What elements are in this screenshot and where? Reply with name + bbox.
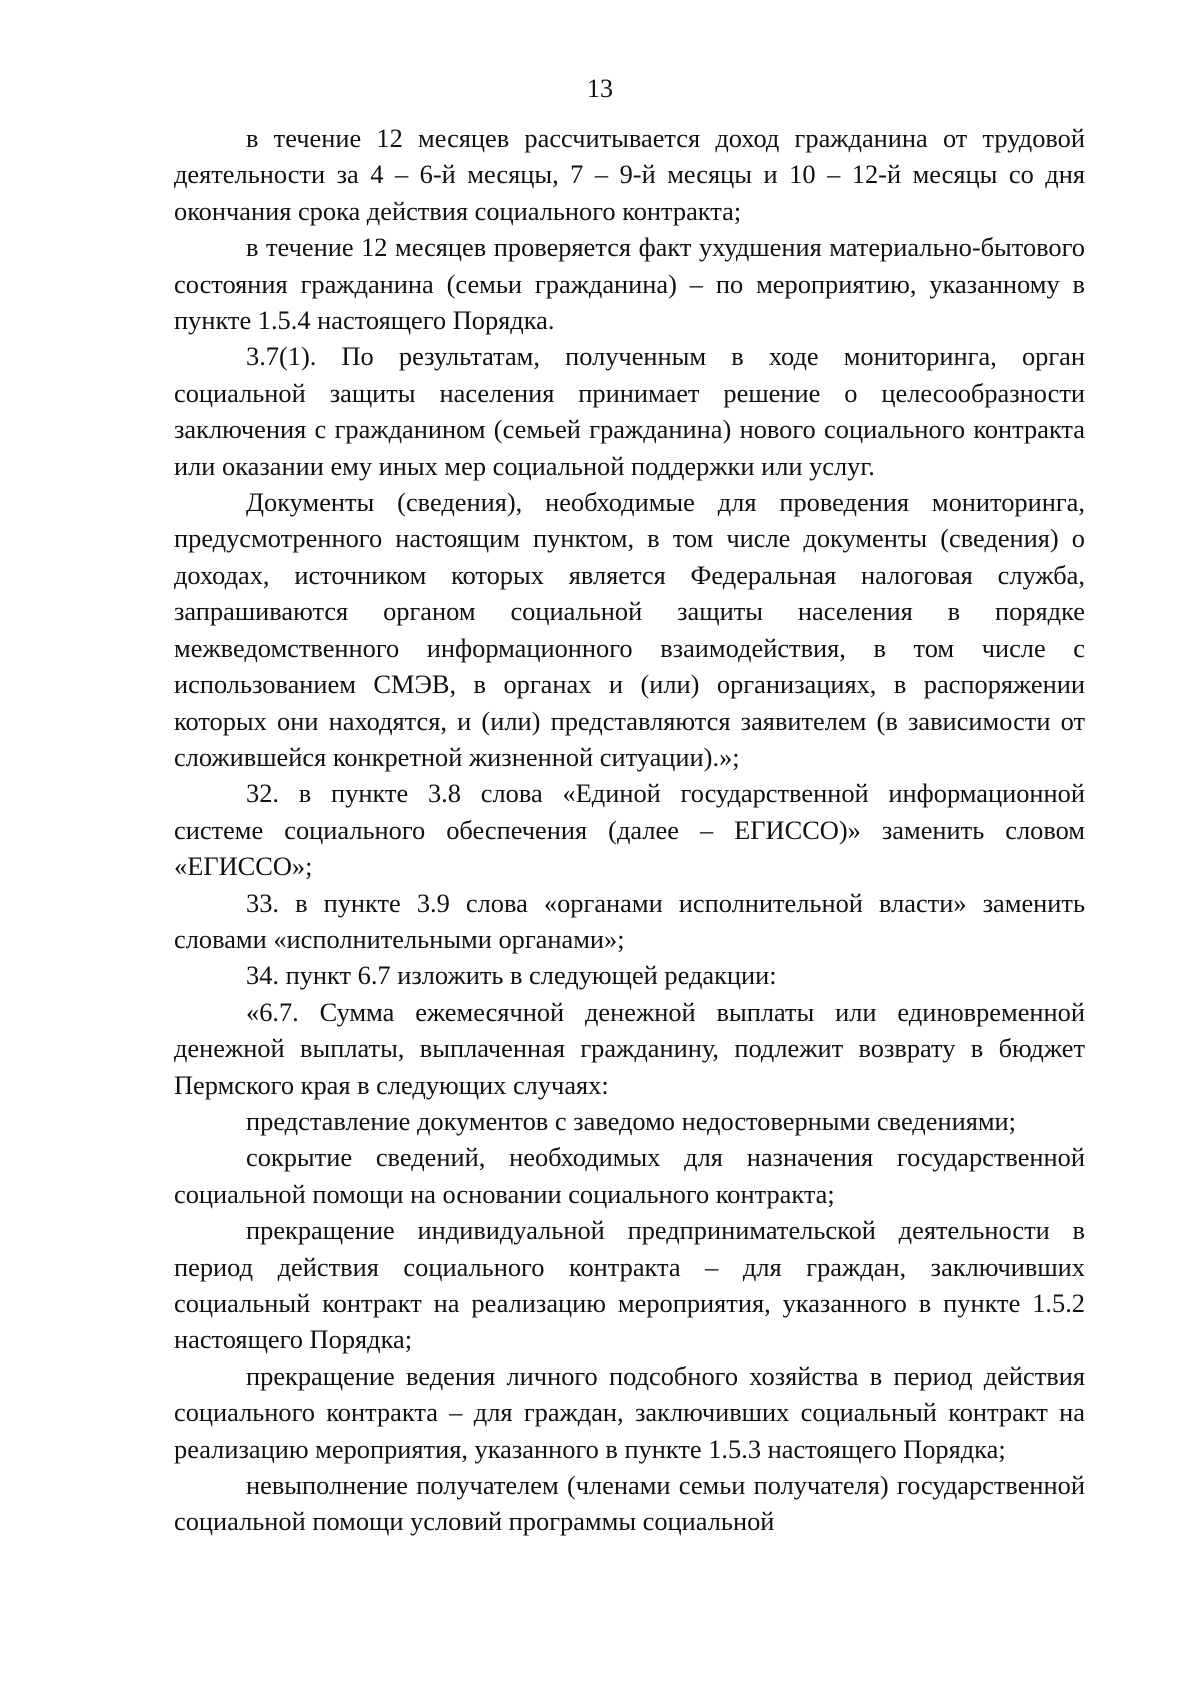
paragraph: «6.7. Сумма ежемесячной денежной выплаты или единовременной денежной выплаты, выплаченная гражданину, подлежит возврату в бюджет Пермского края в следующих случаях: <box>174 996 1085 1100</box>
paragraph: 33. в пункте 3.9 слова «органами исполнительной власти» заменить словами «исполнительными органами»; <box>174 887 1085 954</box>
paragraph: невыполнение получателем (членами семьи получателя) государственной социальной помощи условий программы социальной <box>174 1470 1085 1537</box>
page-number: 13 <box>587 74 613 103</box>
paragraph: сокрытие сведений, необходимых для назначения государственной социальной помощи на основании социального контракта; <box>174 1142 1085 1209</box>
paragraph: 34. пункт 6.7 изложить в следующей редакции: <box>246 960 777 991</box>
paragraph: в течение 12 месяцев проверяется факт ухудшения материально-бытового состояния гражданина (семьи гражданина) – по мероприятию, указанному в пункте 1.5.4 настоящего Порядка. <box>174 232 1085 336</box>
paragraph: Документы (сведения), необходимые для проведения мониторинга, предусмотренного настоящим пунктом, в том числе документы (сведения) о доходах, источником которых является Федеральная налоговая служба, запрашиваются органом социальной защиты населения в порядке межведомственного информационного взаимодействия, в том числе с использованием СМЭВ, в органах и (или) организациях, в распоряжении которых они находятся, и (или) представляются заявителем (в зависимости от сложившейся конкретной жизненной ситуации).»; <box>174 487 1085 772</box>
paragraph: в течение 12 месяцев рассчитывается доход гражданина от трудовой деятельности за 4 – 6-й месяцы, 7 – 9-й месяцы и 10 – 12-й месяцы со дня окончания срока действия социального контракта; <box>174 123 1085 226</box>
paragraph: 32. в пункте 3.8 слова «Единой государственной информационной системе социального обеспечения (далее – ЕГИССО)» заменить словом «ЕГИССО»; <box>174 778 1085 882</box>
paragraph: прекращение индивидуальной предпринимательской деятельности в период действия социального контракта – для граждан, заключивших социальный контракт на реализацию мероприятия, указанного в пункте 1.5.2 настоящего Порядка; <box>174 1215 1085 1355</box>
paragraph: представление документов с заведомо недостоверными сведениями; <box>246 1105 1016 1136</box>
paragraph: 3.7(1). По результатам, полученным в ходе мониторинга, орган социальной защиты населения принимает решение о целесообразности заключения с гражданином (семьей гражданина) нового социального контракта или оказании ему иных мер социальной поддержки или услуг. <box>174 341 1085 481</box>
document-body <box>174 120 1085 1540</box>
paragraph: прекращение ведения личного подсобного хозяйства в период действия социального контракта – для граждан, заключивших социальный контракт на реализацию мероприятия, указанного в пункте 1.5.3 настоящего Порядка; <box>174 1360 1085 1464</box>
